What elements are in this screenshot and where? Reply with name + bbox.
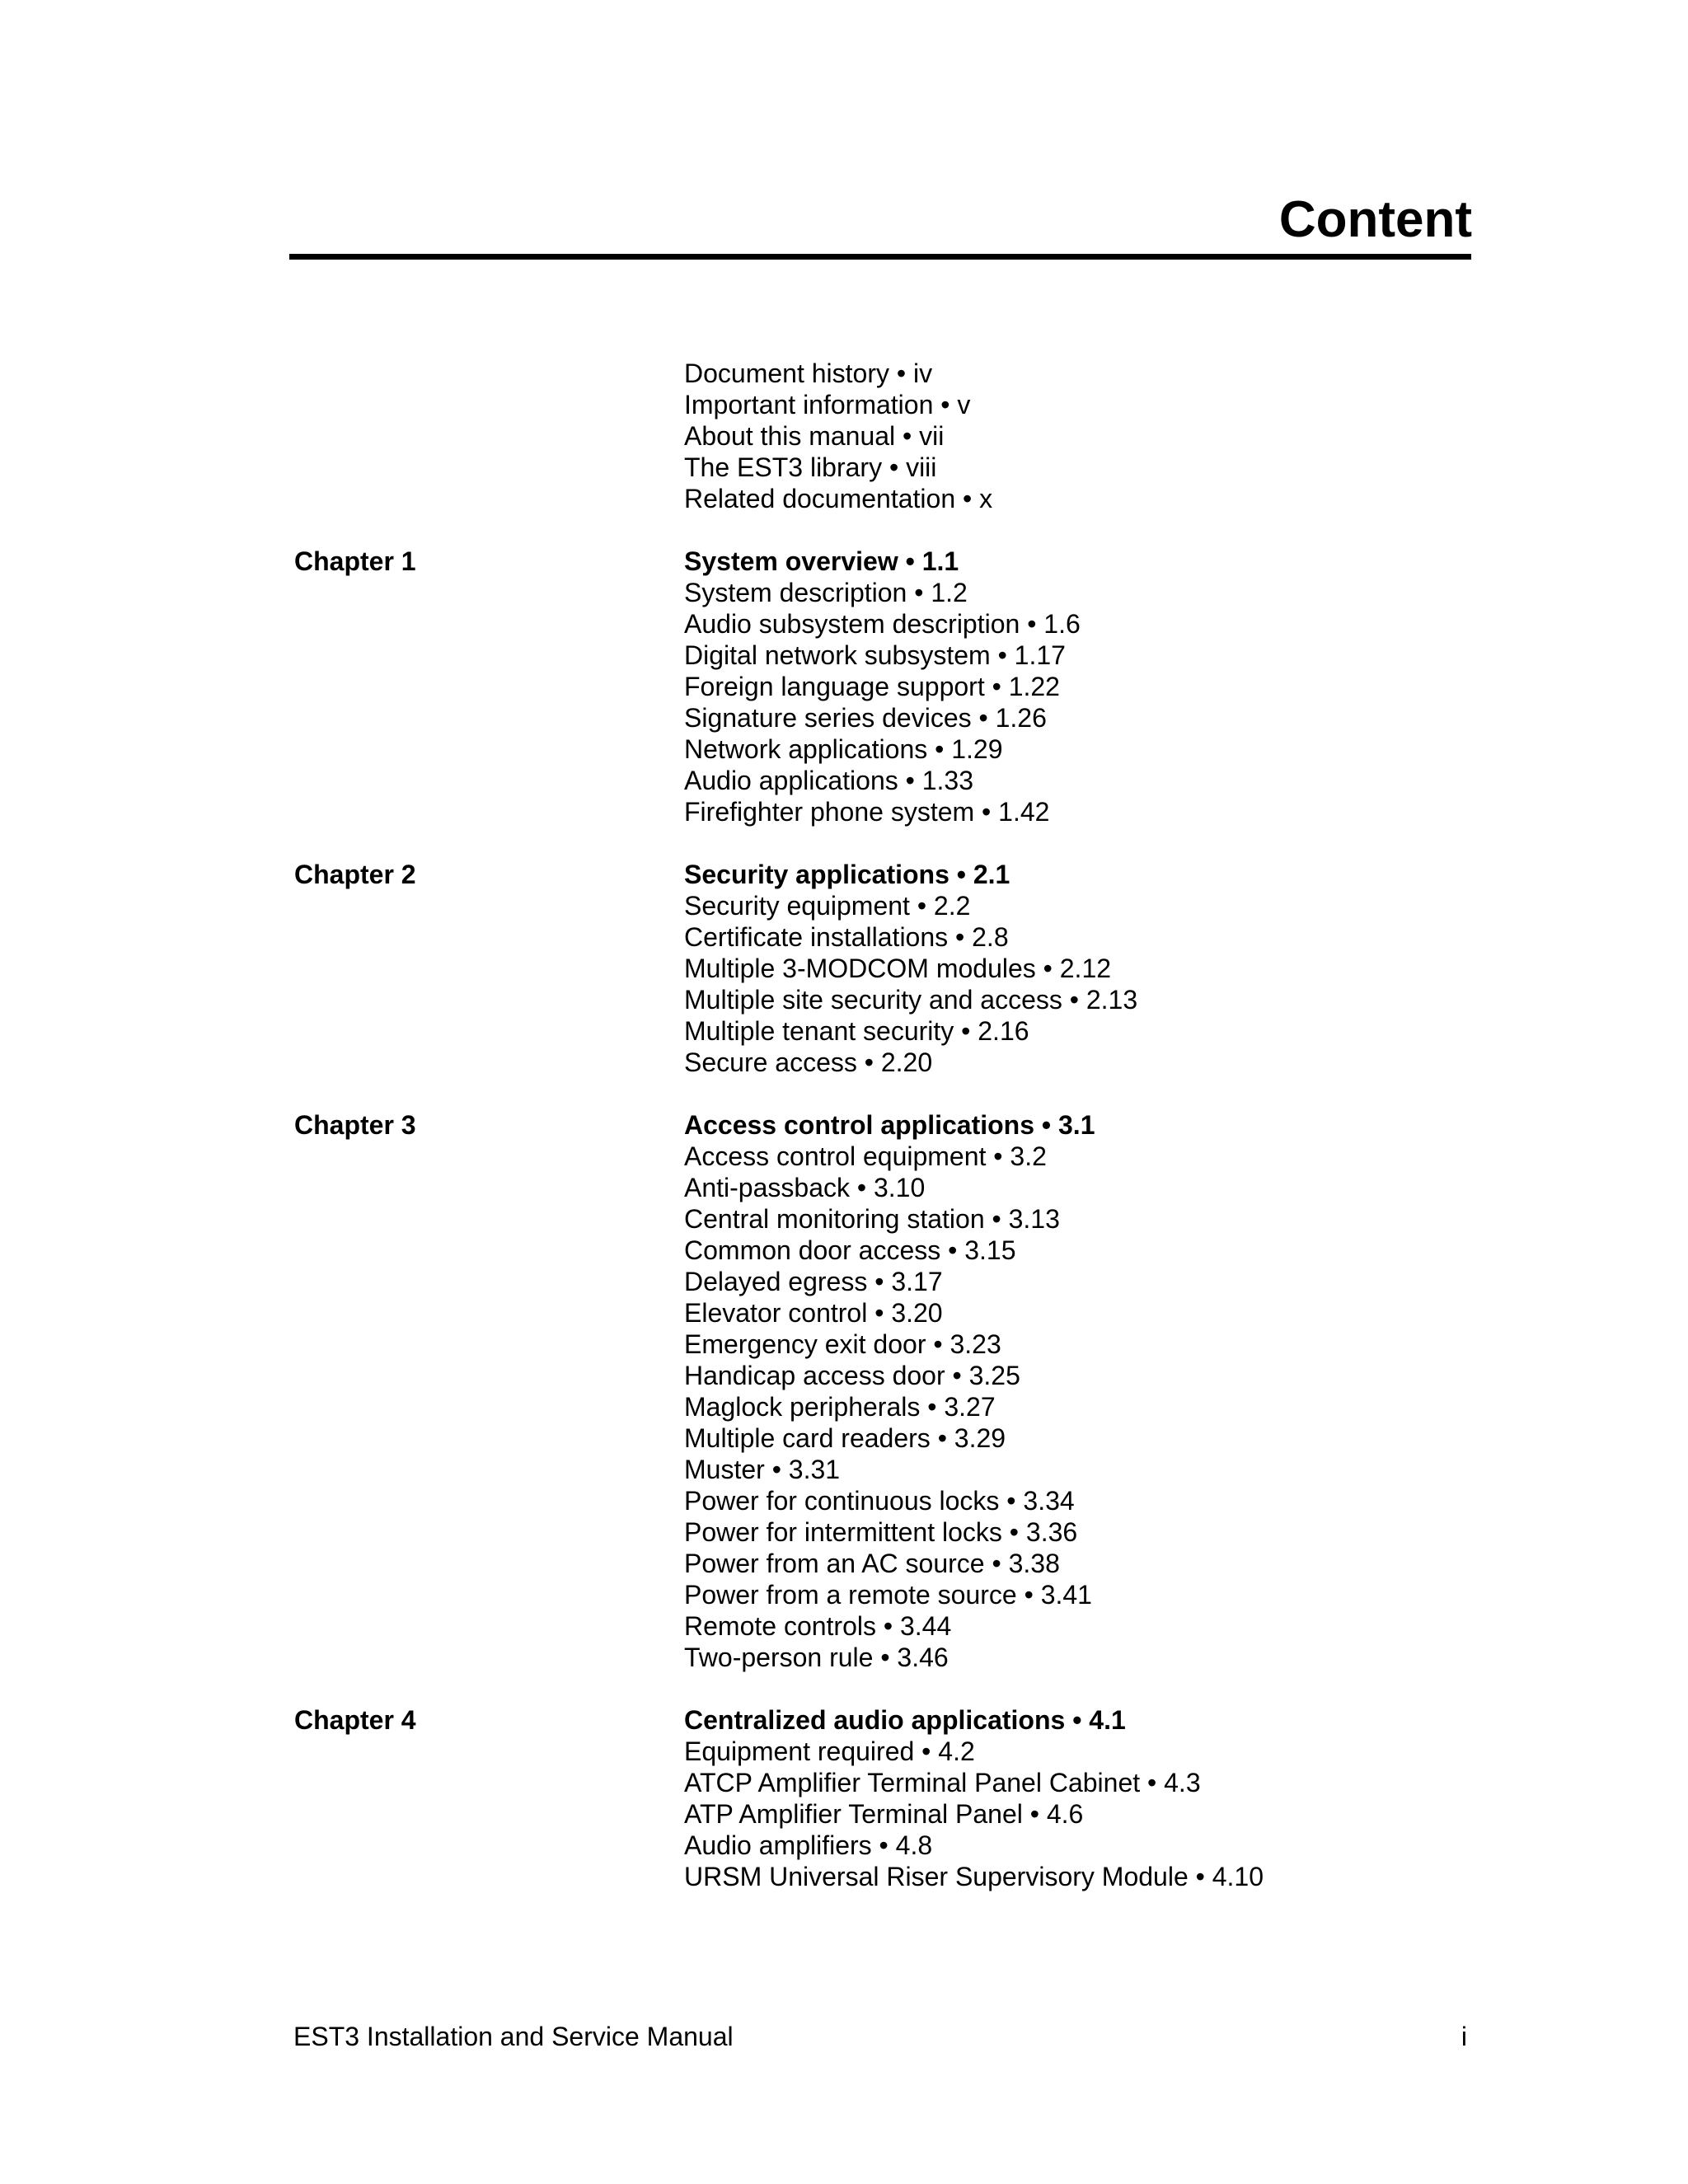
title-rule	[289, 254, 1471, 260]
toc-entry[interactable]: Power from an AC source • 3.38	[684, 1549, 1060, 1578]
toc-entry[interactable]: Multiple site security and access • 2.13	[684, 985, 1138, 1015]
toc-entry[interactable]: Remote controls • 3.44	[684, 1611, 952, 1641]
chapter-4-entries	[684, 1704, 1688, 1892]
footer-document-title: EST3 Installation and Service Manual	[293, 2022, 734, 2051]
chapter-2-section	[0, 859, 1688, 1078]
toc-entry[interactable]: Power for intermittent locks • 3.36	[684, 1517, 1078, 1547]
chapter-3-label: Chapter 3	[294, 1110, 416, 1140]
toc-entry[interactable]: Multiple tenant security • 2.16	[684, 1016, 1029, 1046]
toc-entry[interactable]: URSM Universal Riser Supervisory Module • 4.10	[684, 1862, 1264, 1891]
toc-entry[interactable]: Equipment required • 4.2	[684, 1736, 975, 1766]
chapter-3-heading[interactable]: Access control applications • 3.1	[684, 1110, 1095, 1140]
toc-entry[interactable]: Secure access • 2.20	[684, 1047, 933, 1077]
toc-entry[interactable]: Muster • 3.31	[684, 1455, 841, 1484]
toc-entry-document-history[interactable]: Document history • iv	[684, 359, 933, 388]
toc-entry[interactable]: Audio applications • 1.33	[684, 766, 973, 795]
toc-entry[interactable]: Access control equipment • 3.2	[684, 1141, 1047, 1171]
toc-entry-important-information[interactable]: Important information • v	[684, 390, 971, 419]
chapter-1-entries	[684, 546, 1688, 827]
chapter-3-section	[0, 1109, 1688, 1673]
chapter-1-section	[0, 546, 1688, 827]
toc-entry[interactable]: Power from a remote source • 3.41	[684, 1580, 1092, 1610]
toc-entry[interactable]: Delayed egress • 3.17	[684, 1267, 943, 1296]
toc-entry-est3-library[interactable]: The EST3 library • viii	[684, 452, 937, 482]
chapter-2-entries	[684, 859, 1688, 1078]
chapter-1-heading[interactable]: System overview • 1.1	[684, 546, 959, 576]
chapter-2-heading[interactable]: Security applications • 2.1	[684, 860, 1010, 889]
front-matter-section	[0, 358, 1688, 514]
chapter-3-entries	[684, 1109, 1688, 1673]
toc-entry[interactable]: System description • 1.2	[684, 578, 968, 607]
toc-entry[interactable]: Maglock peripherals • 3.27	[684, 1392, 996, 1422]
toc-entry[interactable]: Foreign language support • 1.22	[684, 672, 1060, 701]
toc-entry[interactable]: ATCP Amplifier Terminal Panel Cabinet • 4.3	[684, 1768, 1201, 1797]
toc-entry[interactable]: Firefighter phone system • 1.42	[684, 797, 1050, 827]
toc-entry-related-documentation[interactable]: Related documentation • x	[684, 484, 993, 513]
toc-entry[interactable]: Two-person rule • 3.46	[684, 1643, 949, 1672]
toc-entry[interactable]: Common door access • 3.15	[684, 1235, 1016, 1265]
chapter-4-label: Chapter 4	[294, 1705, 416, 1735]
toc-entry[interactable]: Security equipment • 2.2	[684, 891, 971, 921]
toc-entry[interactable]: Multiple card readers • 3.29	[684, 1423, 1006, 1453]
toc-entry[interactable]: Audio amplifiers • 4.8	[684, 1830, 933, 1860]
toc-entry[interactable]: Emergency exit door • 3.23	[684, 1329, 1001, 1359]
toc-entry[interactable]: Central monitoring station • 3.13	[684, 1204, 1060, 1234]
table-of-contents	[0, 358, 1688, 1924]
toc-entry[interactable]: ATP Amplifier Terminal Panel • 4.6	[684, 1799, 1084, 1829]
toc-entry[interactable]: Anti-passback • 3.10	[684, 1173, 926, 1202]
chapter-2-label: Chapter 2	[294, 860, 416, 889]
page-title: Content	[1278, 191, 1472, 248]
toc-entry[interactable]: Signature series devices • 1.26	[684, 703, 1047, 733]
toc-entry[interactable]: Audio subsystem description • 1.6	[684, 609, 1081, 639]
chapter-4-section	[0, 1704, 1688, 1892]
toc-entry[interactable]: Digital network subsystem • 1.17	[684, 640, 1066, 670]
toc-entry[interactable]: Network applications • 1.29	[684, 734, 1003, 764]
chapter-4-heading[interactable]: Centralized audio applications • 4.1	[684, 1705, 1126, 1735]
footer-page-number: i	[1461, 2022, 1467, 2051]
toc-entry[interactable]: Power for continuous locks • 3.34	[684, 1486, 1075, 1516]
toc-entry[interactable]: Handicap access door • 3.25	[684, 1361, 1020, 1390]
toc-entry-about-this-manual[interactable]: About this manual • vii	[684, 421, 945, 451]
toc-entry[interactable]: Certificate installations • 2.8	[684, 922, 1009, 952]
toc-entry[interactable]: Elevator control • 3.20	[684, 1298, 943, 1328]
chapter-1-label: Chapter 1	[294, 546, 416, 576]
toc-entry[interactable]: Multiple 3-MODCOM modules • 2.12	[684, 954, 1112, 983]
front-matter-entries	[684, 358, 1688, 514]
